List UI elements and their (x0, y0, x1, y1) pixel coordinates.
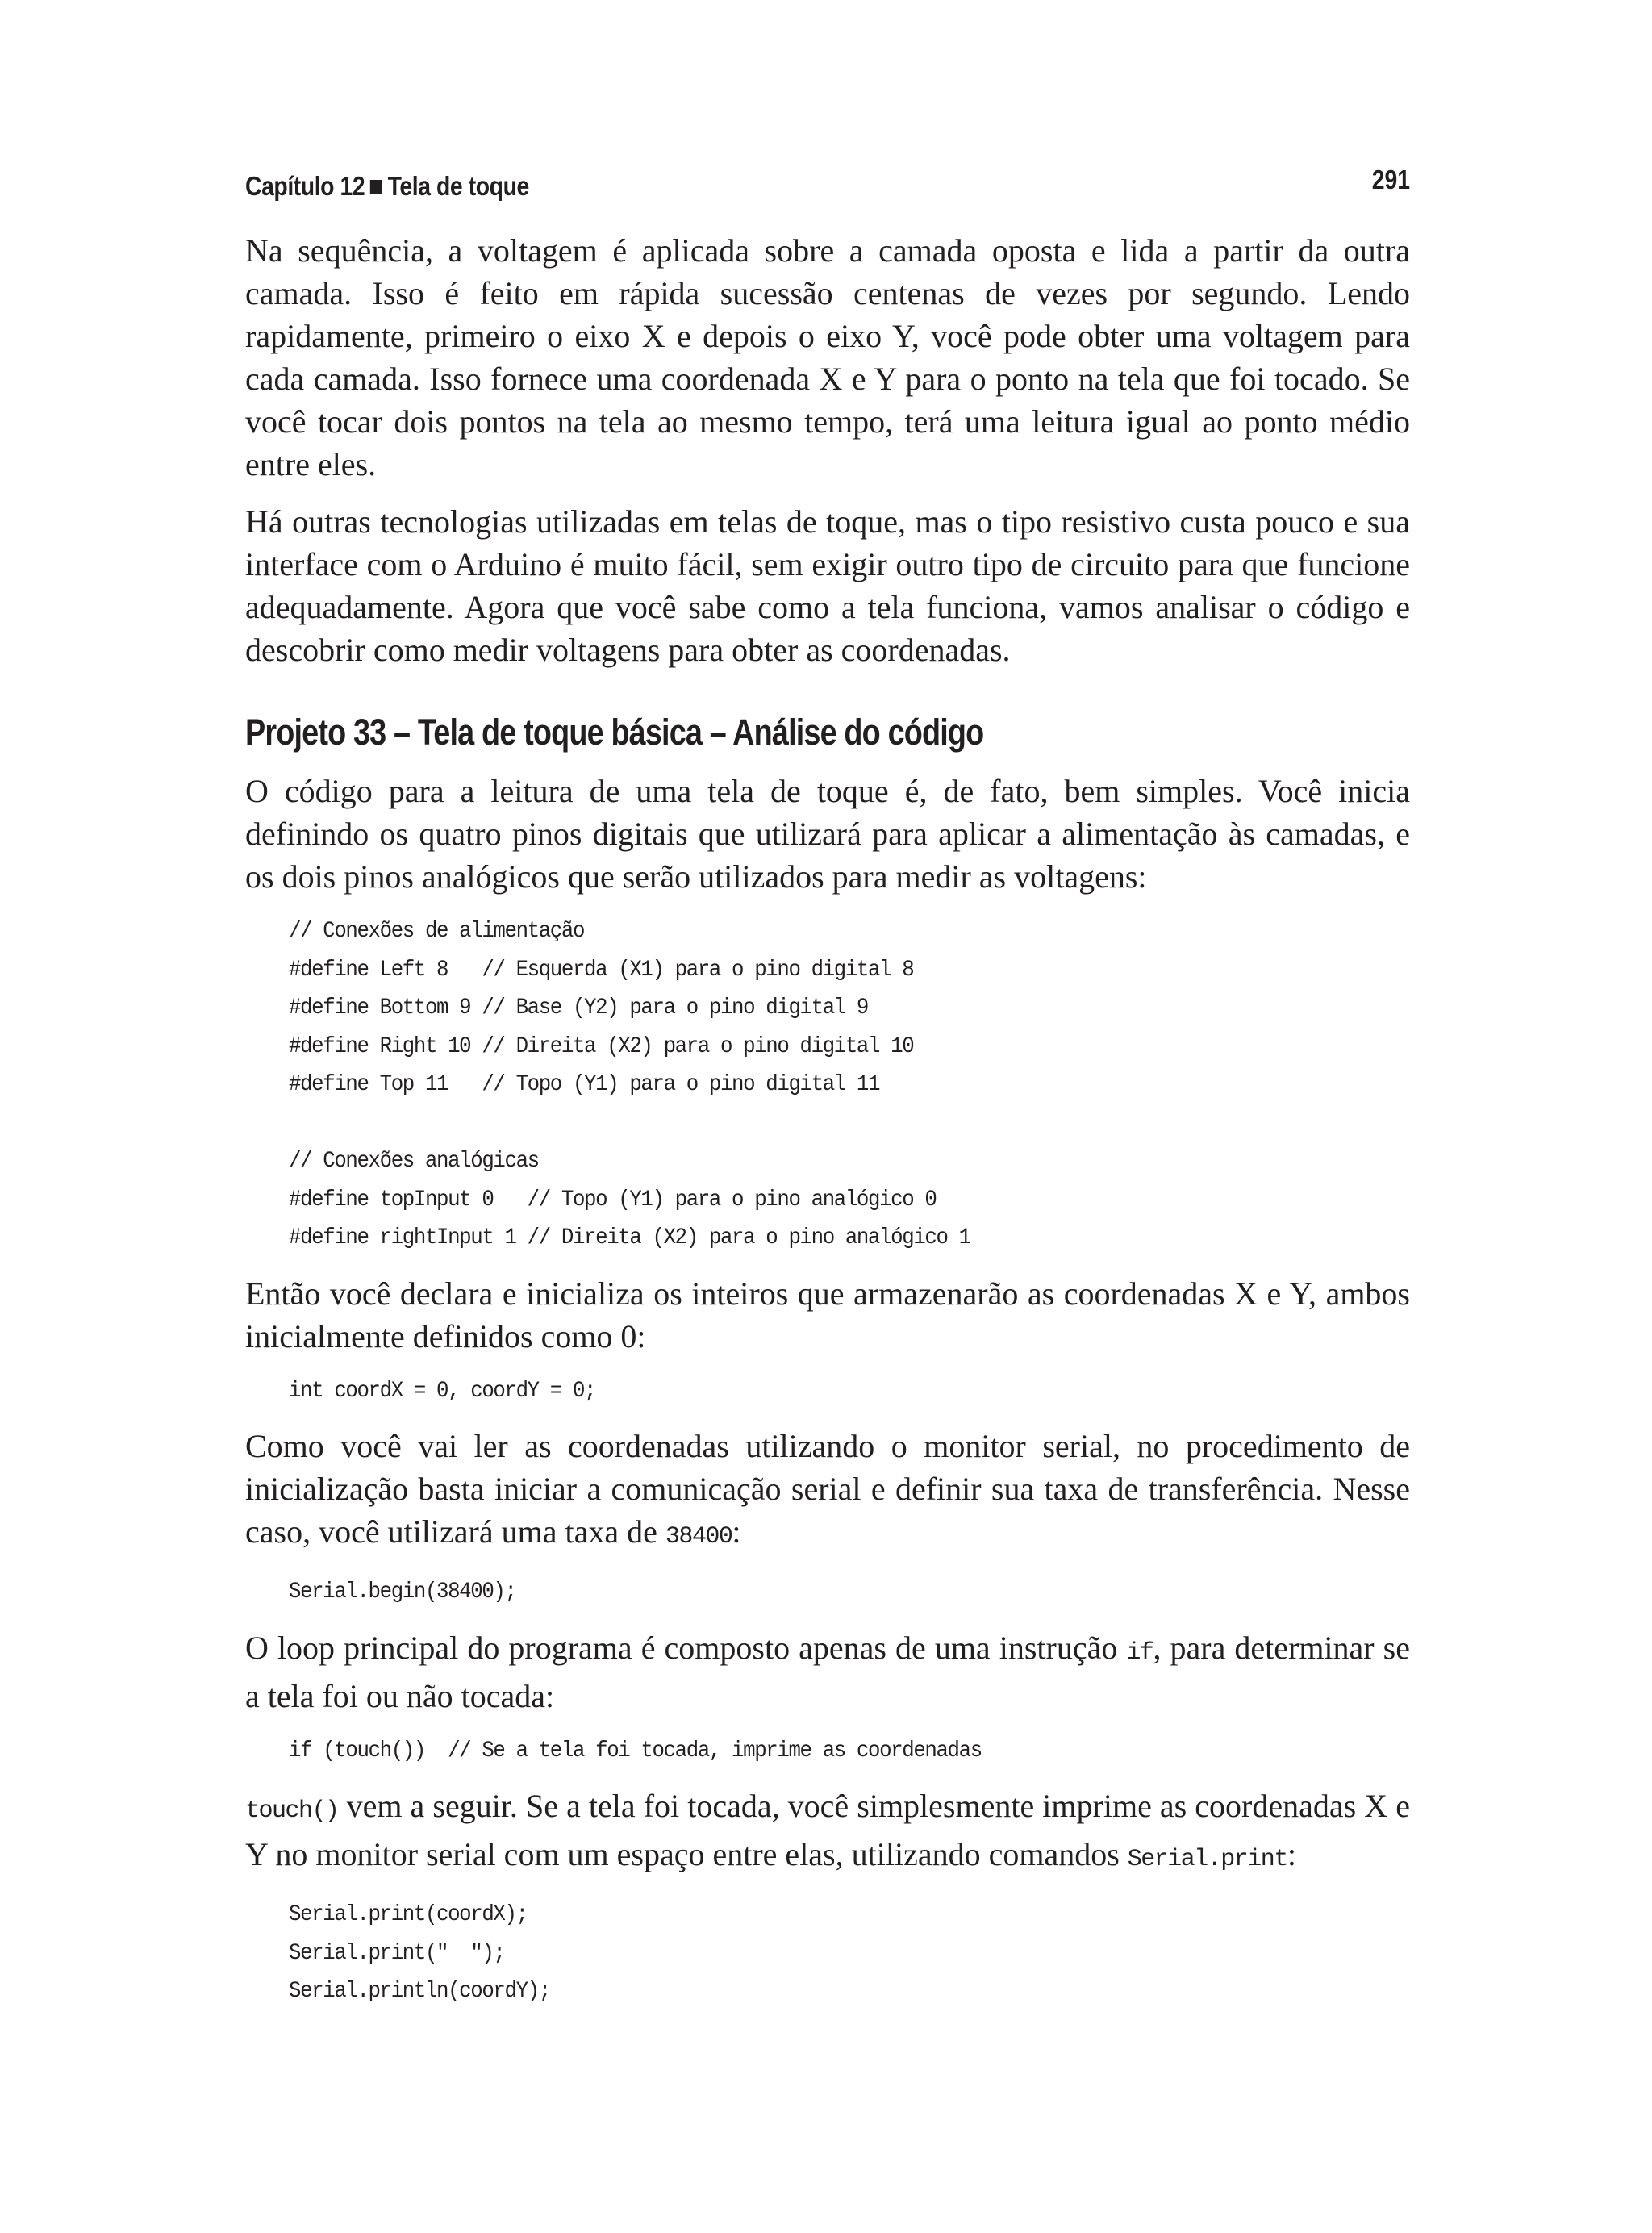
section-heading: Projeto 33 – Tela de toque básica – Análise do código (245, 712, 984, 753)
paragraph-loop (245, 1626, 1410, 1718)
code-block-serial-begin: Serial.begin(38400); (289, 1580, 516, 1605)
paragraph-coordinates: Então você declara e inicializa os inteiros que armazenarão as coordenadas X e Y, ambos inicialmente definidos como 0: (245, 1275, 1410, 1354)
square-bullet-icon (370, 180, 382, 194)
inline-code-if: if (1126, 1638, 1153, 1667)
paragraph-loop-text: O loop principal do programa é composto apenas de uma instrução (245, 1629, 1127, 1666)
book-page (245, 158, 1410, 2026)
paragraph-technologies: Há outras tecnologias utilizadas em telas de toque, mas o tipo resistivo custa pouco e sua interface com o Arduino é muito fácil, sem exigir outro tipo de circuito para que funcione adequadamente. Agora que você sabe como a tela funciona, vamos analisar o código e descobrir como medir voltagens para obter as coordenadas. (245, 503, 1410, 668)
chapter-title: Tela de toque (387, 171, 529, 201)
paragraph-print-end: : (1287, 1836, 1296, 1872)
paragraph-print-text: vem a seguir. Se a tela foi tocada, você simplesmente imprime as coordenadas X e Y no monitor serial com um espaço entre elas, utilizando comandos (245, 1788, 1410, 1872)
inline-code-serial-print: Serial.print (1127, 1846, 1287, 1873)
paragraph-serial-end: : (732, 1513, 741, 1550)
inline-code-touch: touch() (245, 1797, 339, 1825)
chapter-label (245, 171, 529, 202)
paragraph-serial-text: Como você vai ler as coordenadas utilizando o monitor serial, no procedimento de inicialização basta iniciar a comunicação serial e definir sua taxa de transferência. Nesse caso, você utilizará uma taxa de (245, 1428, 1410, 1550)
running-header (245, 158, 1410, 207)
page-number: 291 (1371, 165, 1410, 194)
paragraph-print (245, 1784, 1410, 1881)
paragraph-code-intro: O código para a leitura de uma tela de toque é, de fato, bem simples. Você inicia definindo os quatro pinos digitais que utilizará para aplicar a alimentação às camadas, e os dois pinos analógicos que serão utilizados para medir as voltagens: (245, 773, 1410, 895)
code-block-if-touch: if (touch()) // Se a tela foi tocada, imprime as coordenadas (289, 1738, 982, 1763)
inline-code-baud: 38400 (665, 1523, 732, 1551)
code-block-serial-print: Serial.print(coordX); Serial.print(" "); Serial.println(coordY); (289, 1902, 550, 2004)
paragraph-voltage-reading: Na sequência, a voltagem é aplicada sobre a camada oposta e lida a partir da outra camada. Isso é feito em rápida sucessão centenas de vezes por segundo. Lendo rapidamente, primeiro o eixo X e depois o eixo Y, você pode obter uma voltagem para cada camada. Isso fornece uma coordenada X e Y para o ponto na tela que foi tocado. Se você tocar dois pontos na tela ao mesmo tempo, terá uma leitura igual ao ponto médio entre eles. (245, 232, 1410, 482)
code-block-coords: int coordX = 0, coordY = 0; (289, 1378, 596, 1404)
paragraph-serial (245, 1425, 1410, 1559)
chapter-number: Capítulo 12 (245, 171, 365, 201)
paragraph-loop-end: , para determinar se a tela foi ou não tocada: (245, 1629, 1410, 1714)
code-block-defines: // Conexões de alimentação #define Left 8 // Esquerda (X1) para o pino digital 8 #define Bottom 9 // Base (Y2) para o pino digital 9 #define Right 10 // Direita (X2) para o pino digital 10 #define Top 11 // Topo (Y1) para o pino digital 11 // Conexões analógicas #define topInput 0 // Topo (Y1) para o pino analógico 0 #define rightInput 1 // Direita (X2) para o pino analógico 1 (289, 919, 970, 1250)
